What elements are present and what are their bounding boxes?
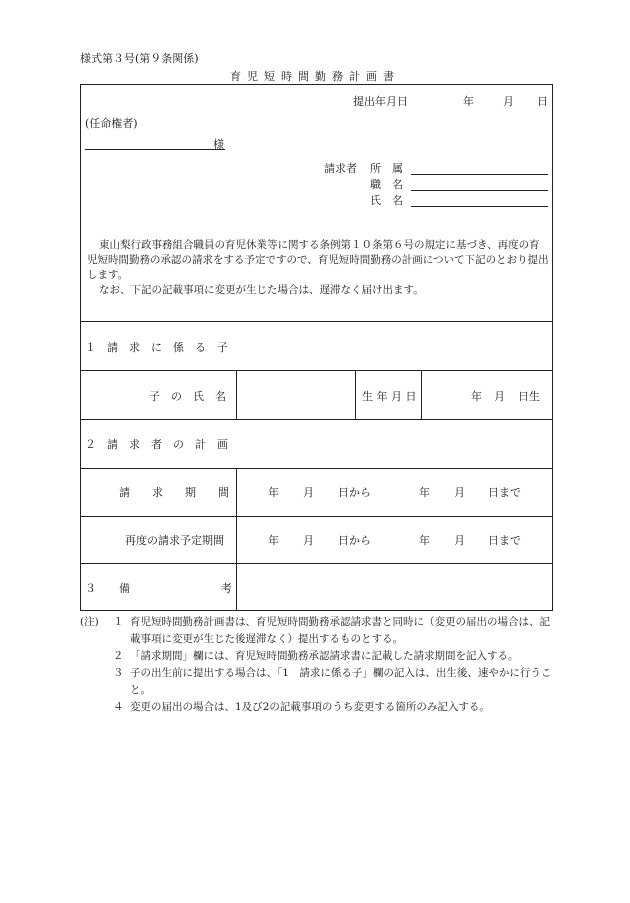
date-year-unit: 年 xyxy=(463,95,474,108)
remarks-number: ３ xyxy=(85,582,96,595)
rerequest-from-month: 月 xyxy=(303,534,314,547)
note-item xyxy=(80,665,560,699)
section-plan-heading: ２ 請 求 者 の 計 画 xyxy=(85,438,228,451)
period-from-year: 年 xyxy=(268,486,279,499)
form-number: 様式第３号(第９条関係) xyxy=(80,52,199,65)
request-period-label: 請 求 期 間 xyxy=(119,486,229,499)
appointer-honorific: 様 xyxy=(213,138,224,151)
note-number: １ xyxy=(113,616,124,628)
divider xyxy=(81,468,552,469)
date-month-unit: 月 xyxy=(503,95,514,108)
body-text xyxy=(87,238,549,298)
divider xyxy=(355,370,356,419)
period-to-month: 月 xyxy=(454,486,465,499)
appointer-name-line[interactable] xyxy=(85,149,225,150)
rerequest-period-label: 再度の請求予定期間 xyxy=(125,534,224,547)
notes-prefix: (注) xyxy=(80,616,99,628)
period-from-month: 月 xyxy=(303,486,314,499)
divider xyxy=(236,468,237,611)
requester-dept-line[interactable] xyxy=(411,174,548,175)
child-dob-label: 生 年 月 日 xyxy=(362,390,417,403)
rerequest-from-year: 年 xyxy=(268,534,279,547)
rerequest-to-year: 年 xyxy=(419,534,430,547)
requester-name-label: 氏 名 xyxy=(370,194,403,207)
note-text: 子の出生前に提出する場合は、「1 請求に係る子」欄の記入は、出生後、速やかに行うこと。 xyxy=(130,667,552,696)
section-child-heading: １ 請 求 に 係 る 子 xyxy=(85,341,228,354)
note-item xyxy=(80,648,560,665)
rerequest-to-day: 日まで xyxy=(488,534,521,547)
remarks-label-b: 考 xyxy=(221,582,232,595)
requester-dept-label: 所 属 xyxy=(370,162,403,175)
child-name-field[interactable] xyxy=(239,373,353,417)
notes xyxy=(80,614,560,716)
note-text: 「請求期間」欄には、育児短時間勤務承認請求書に記載した請求期間を記入する。 xyxy=(130,650,519,662)
note-text: 変更の届出の場合は、1及び2の記載事項のうち変更する箇所のみ記入する。 xyxy=(130,701,490,713)
appointer-label: (任命権者) xyxy=(85,117,138,130)
dob-year-unit: 年 xyxy=(471,390,482,403)
date-day-unit: 日 xyxy=(537,95,548,108)
divider xyxy=(81,419,552,420)
requester-label: 請求者 xyxy=(324,162,357,175)
divider xyxy=(81,370,552,371)
divider xyxy=(81,516,552,517)
document-title: 育児短時間勤務計画書 xyxy=(230,70,400,83)
period-from-day: 日から xyxy=(338,486,371,499)
submission-date-label: 提出年月日 xyxy=(353,95,408,108)
form-frame xyxy=(80,84,553,611)
note-number: ４ xyxy=(113,701,124,713)
dob-month-unit: 月 xyxy=(494,390,505,403)
remarks-label-a: 備 xyxy=(119,582,130,595)
divider xyxy=(236,370,237,419)
requester-title-label: 職 名 xyxy=(370,178,403,191)
note-item xyxy=(80,614,560,648)
child-name-label: 子 の 氏 名 xyxy=(149,390,226,403)
note-number: ３ xyxy=(113,667,124,679)
period-to-day: 日まで xyxy=(488,486,521,499)
requester-title-line[interactable] xyxy=(411,190,548,191)
note-number: ２ xyxy=(113,650,124,662)
rerequest-from-day: 日から xyxy=(338,534,371,547)
divider xyxy=(421,370,422,419)
note-text: 育児短時間勤務計画書は、育児短時間勤務承認請求書と同時に（変更の届出の場合は、記載事項に変更が生じた後遅滞なく）提出するものとする。 xyxy=(130,616,550,645)
body-paragraph: 東山梨行政事務組合職員の育児休業等に関する条例第１０条第６号の規定に基づき、再度の育児短時間勤務の承認の請求をする予定ですので、育児短時間勤務の計画について下記のとおり提出します。 xyxy=(87,239,549,281)
note-item xyxy=(80,699,560,716)
dob-day-unit: 日生 xyxy=(518,390,540,403)
divider xyxy=(81,563,552,564)
body-paragraph: なお、下記の記載事項に変更が生じた場合は、遅滞なく届け出ます。 xyxy=(99,284,424,296)
remarks-field[interactable] xyxy=(239,566,549,608)
period-to-year: 年 xyxy=(419,486,430,499)
rerequest-to-month: 月 xyxy=(454,534,465,547)
requester-name-line[interactable] xyxy=(411,206,548,207)
divider xyxy=(81,321,552,322)
